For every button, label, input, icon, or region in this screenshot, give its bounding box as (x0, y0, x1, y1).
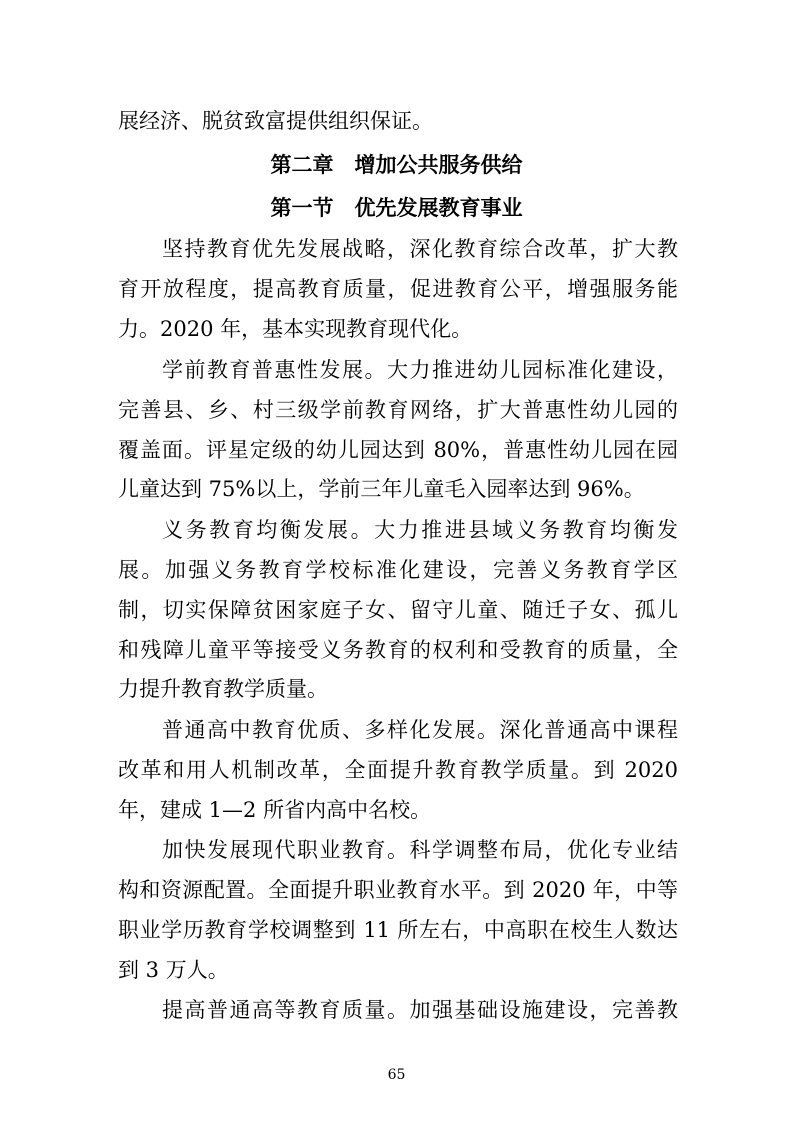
chapter-title: 第二章 增加公共服务供给 (270, 153, 523, 177)
paragraph-line: 制，切实保障贫困家庭子女、留守儿童、随迁子女、孤儿 (118, 598, 678, 622)
paragraph-line: 完善县、乡、村三级学前教育网络，扩大普惠性幼儿园的 (118, 398, 678, 422)
paragraph-line: 构和资源配置。全面提升职业教育水平。到 2020 年，中等 (118, 878, 678, 902)
paragraph-line: 学前教育普惠性发展。大力推进幼儿园标准化建设， (162, 358, 678, 382)
paragraph-line: 改革和用人机制改革，全面提升教育教学质量。到 2020 (118, 758, 678, 782)
paragraph-line: 和残障儿童平等接受义务教育的权利和受教育的质量，全 (118, 638, 678, 662)
paragraph-line: 普通高中教育优质、多样化发展。深化普通高中课程 (162, 718, 678, 742)
paragraph-line: 力提升教育教学质量。 (118, 677, 328, 701)
paragraph-line: 职业学历教育学校调整到 11 所左右，中高职在校生人数达 (118, 918, 678, 942)
paragraph-line: 提高普通高等教育质量。加强基础设施建设，完善教 (162, 998, 678, 1022)
paragraph-line: 展。加强义务教育学校标准化建设，完善义务教育学区 (118, 558, 678, 582)
section-title: 第一节 优先发展教育事业 (270, 196, 523, 220)
paragraph-line: 年，建成 1—2 所省内高中名校。 (118, 798, 432, 822)
paragraph-line: 义务教育均衡发展。大力推进县域义务教育均衡发 (162, 518, 678, 542)
page-number: 65 (387, 1067, 406, 1083)
paragraph-line: 到 3 万人。 (118, 958, 229, 982)
paragraph-line: 坚持教育优先发展战略，深化教育综合改革，扩大教 (162, 237, 678, 261)
paragraph-line: 儿童达到 75%以上，学前三年儿童毛入园率达到 96%。 (118, 477, 645, 501)
intro-line: 展经济、脱贫致富提供组织保证。 (118, 109, 433, 133)
paragraph-line: 力。2020 年，基本实现教育现代化。 (118, 317, 473, 341)
paragraph-line: 覆盖面。评星定级的幼儿园达到 80%，普惠性幼儿园在园 (118, 438, 678, 462)
paragraph-line: 加快发展现代职业教育。科学调整布局，优化专业结 (162, 838, 678, 862)
paragraph-line: 育开放程度，提高教育质量，促进教育公平，增强服务能 (118, 277, 678, 301)
